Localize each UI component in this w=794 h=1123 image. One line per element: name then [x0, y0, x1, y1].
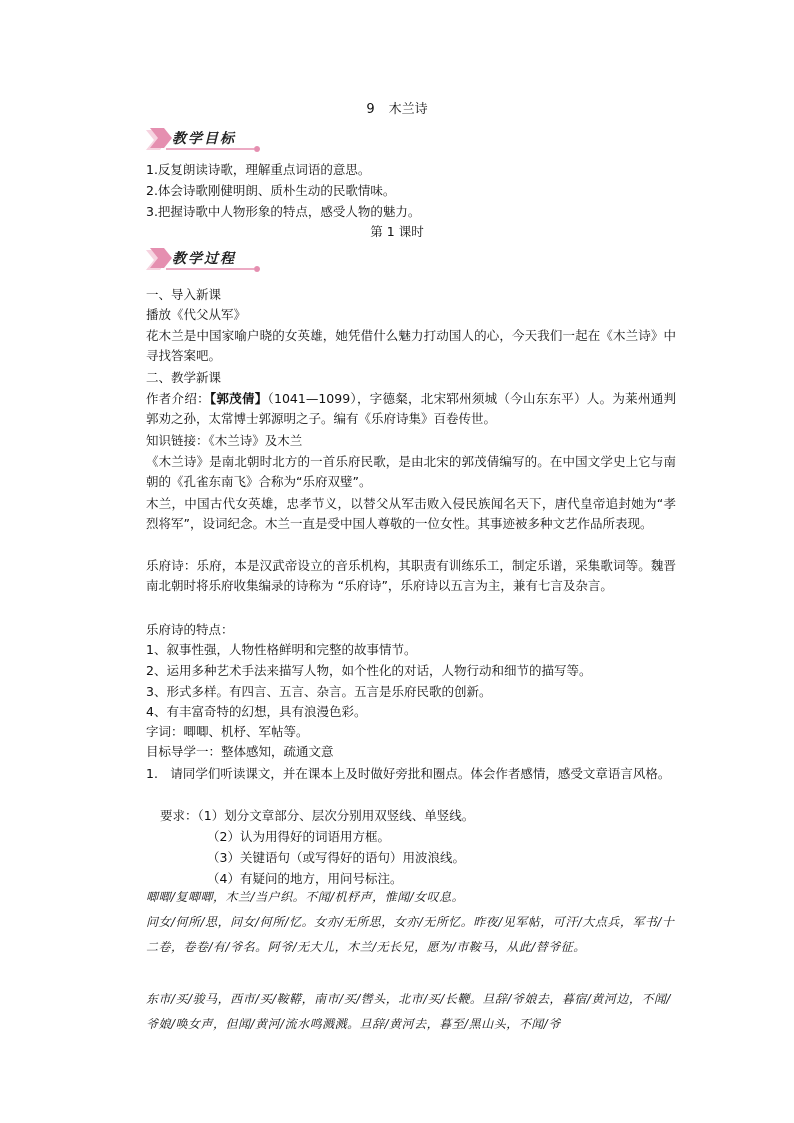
goal-item: 1.反复朗读诗歌，理解重点词语的意思。	[146, 162, 371, 177]
feature-item: 3、形式多样。有四言、五言、杂言。五言是乐府民歌的创新。	[146, 684, 492, 699]
poem-stanza-3: 东市/买/骏马，西市/买/鞍鞯，南市/买/辔头，北市/买/长鞭。旦辞/爷娘去，暮宿/黄河边，不闻/爷娘/唤女声，但闻/黄河/流水鸣溅溅。旦辞/黄河去，暮至/黑山头，不闻/爷	[146, 992, 671, 1031]
features-heading: 乐府诗的特点：	[146, 622, 234, 637]
feature-item: 4、有丰富奇特的幻想，具有浪漫色彩。	[146, 704, 367, 719]
yuefu-paragraph: 乐府诗：乐府，本是汉武帝设立的音乐机构，其职责有训练乐工，制定乐谱，采集歌词等。魏晋南北朝时将乐府收集编录的诗称为 “乐府诗”，乐府诗以五言为主，兼有七言及杂言。	[146, 558, 676, 593]
lesson-number: 9	[366, 102, 375, 117]
section-heading-goals: 教学目标	[172, 131, 236, 147]
link-paragraph-2: 木兰，中国古代女英雄，忠孝节义，以替父从军击败入侵民族闻名天下，唐代皇帝追封她为“孝烈将军”，设词纪念。木兰一直是受中国人尊敬的一位女性。其事迹被多种文艺作品所表现。	[146, 496, 676, 531]
section-banner-process	[146, 246, 264, 274]
intro-paragraph: 花木兰是中国家喻户晓的女英雄，她凭借什么魅力打动国人的心，今天我们一起在《木兰诗》中寻找答案吧。	[146, 328, 676, 363]
requirement-item: （3）关键语句（或写得好的语句）用波浪线。	[207, 850, 465, 865]
guide-line: 目标导学一：整体感知，疏通文意	[146, 744, 334, 759]
requirement-item: （4）有疑问的地方，用问号标注。	[207, 871, 403, 886]
knowledge-link: 知识链接：《木兰诗》及木兰	[146, 433, 303, 448]
section-heading-process: 教学过程	[172, 251, 236, 267]
feature-item: 1、叙事性强，人物性格鲜明和完整的故事情节。	[146, 642, 417, 657]
requirement-head: 要求：（1）划分文章部分、层次分别用双竖线、单竖线。	[160, 808, 475, 823]
lesson-period: 第 1 课时	[370, 224, 424, 239]
goal-item: 2.体会诗歌刚健明朗、质朴生动的民歌情味。	[146, 183, 396, 198]
poem-stanza-2: 问女/何所/思，问女/何所/忆。女亦/无所思，女亦/无所忆。昨夜/见军帖，可汗/大点兵，军书/十二卷，卷卷/有/爷名。阿爷/无大儿，木兰/无长兄，愿为/市鞍马，从此/替爷征。	[146, 915, 675, 954]
goal-item: 3.把握诗歌中人物形象的特点，感受人物的魅力。	[146, 204, 421, 219]
vocabulary-line: 字词：唧唧、机杼、军帖等。	[146, 724, 309, 739]
section-banner-goals	[146, 126, 264, 154]
heading-intro: 一、导入新课	[146, 287, 222, 302]
heading-new-lesson: 二、教学新课	[146, 370, 222, 385]
feature-item: 2、运用多种艺术手法来描写人物，如个性化的对话，人物行动和细节的描写等。	[146, 663, 592, 678]
link-paragraph-1: 《木兰诗》是南北朝时北方的一首乐府民歌，是由北宋的郭茂倩编写的。在中国文学史上它与南朝的《孔雀东南飞》合称为“乐府双璧”。	[146, 454, 676, 489]
page-title	[0, 98, 794, 117]
poem-stanza-1: 唧唧/复唧唧，木兰/当户织。不闻/机杼声，惟闻/女叹息。	[146, 890, 465, 904]
lesson-title: 木兰诗	[388, 102, 428, 117]
requirement-item: （2）认为用得好的词语用方框。	[207, 829, 390, 844]
task-paragraph: 1. 请同学们听读课文，并在课本上及时做好旁批和圈点。体会作者感情，感受文章语言风格。	[146, 766, 671, 781]
play-line: 播放《代父从军》	[146, 307, 247, 322]
author-paragraph: 作者介绍：【郭茂倩】（1041—1099），字德粲，北宋郓州须城（今山东东平）人。为莱州通判郭劝之孙，太常博士郭源明之子。编有《乐府诗集》百卷传世。	[146, 391, 676, 426]
